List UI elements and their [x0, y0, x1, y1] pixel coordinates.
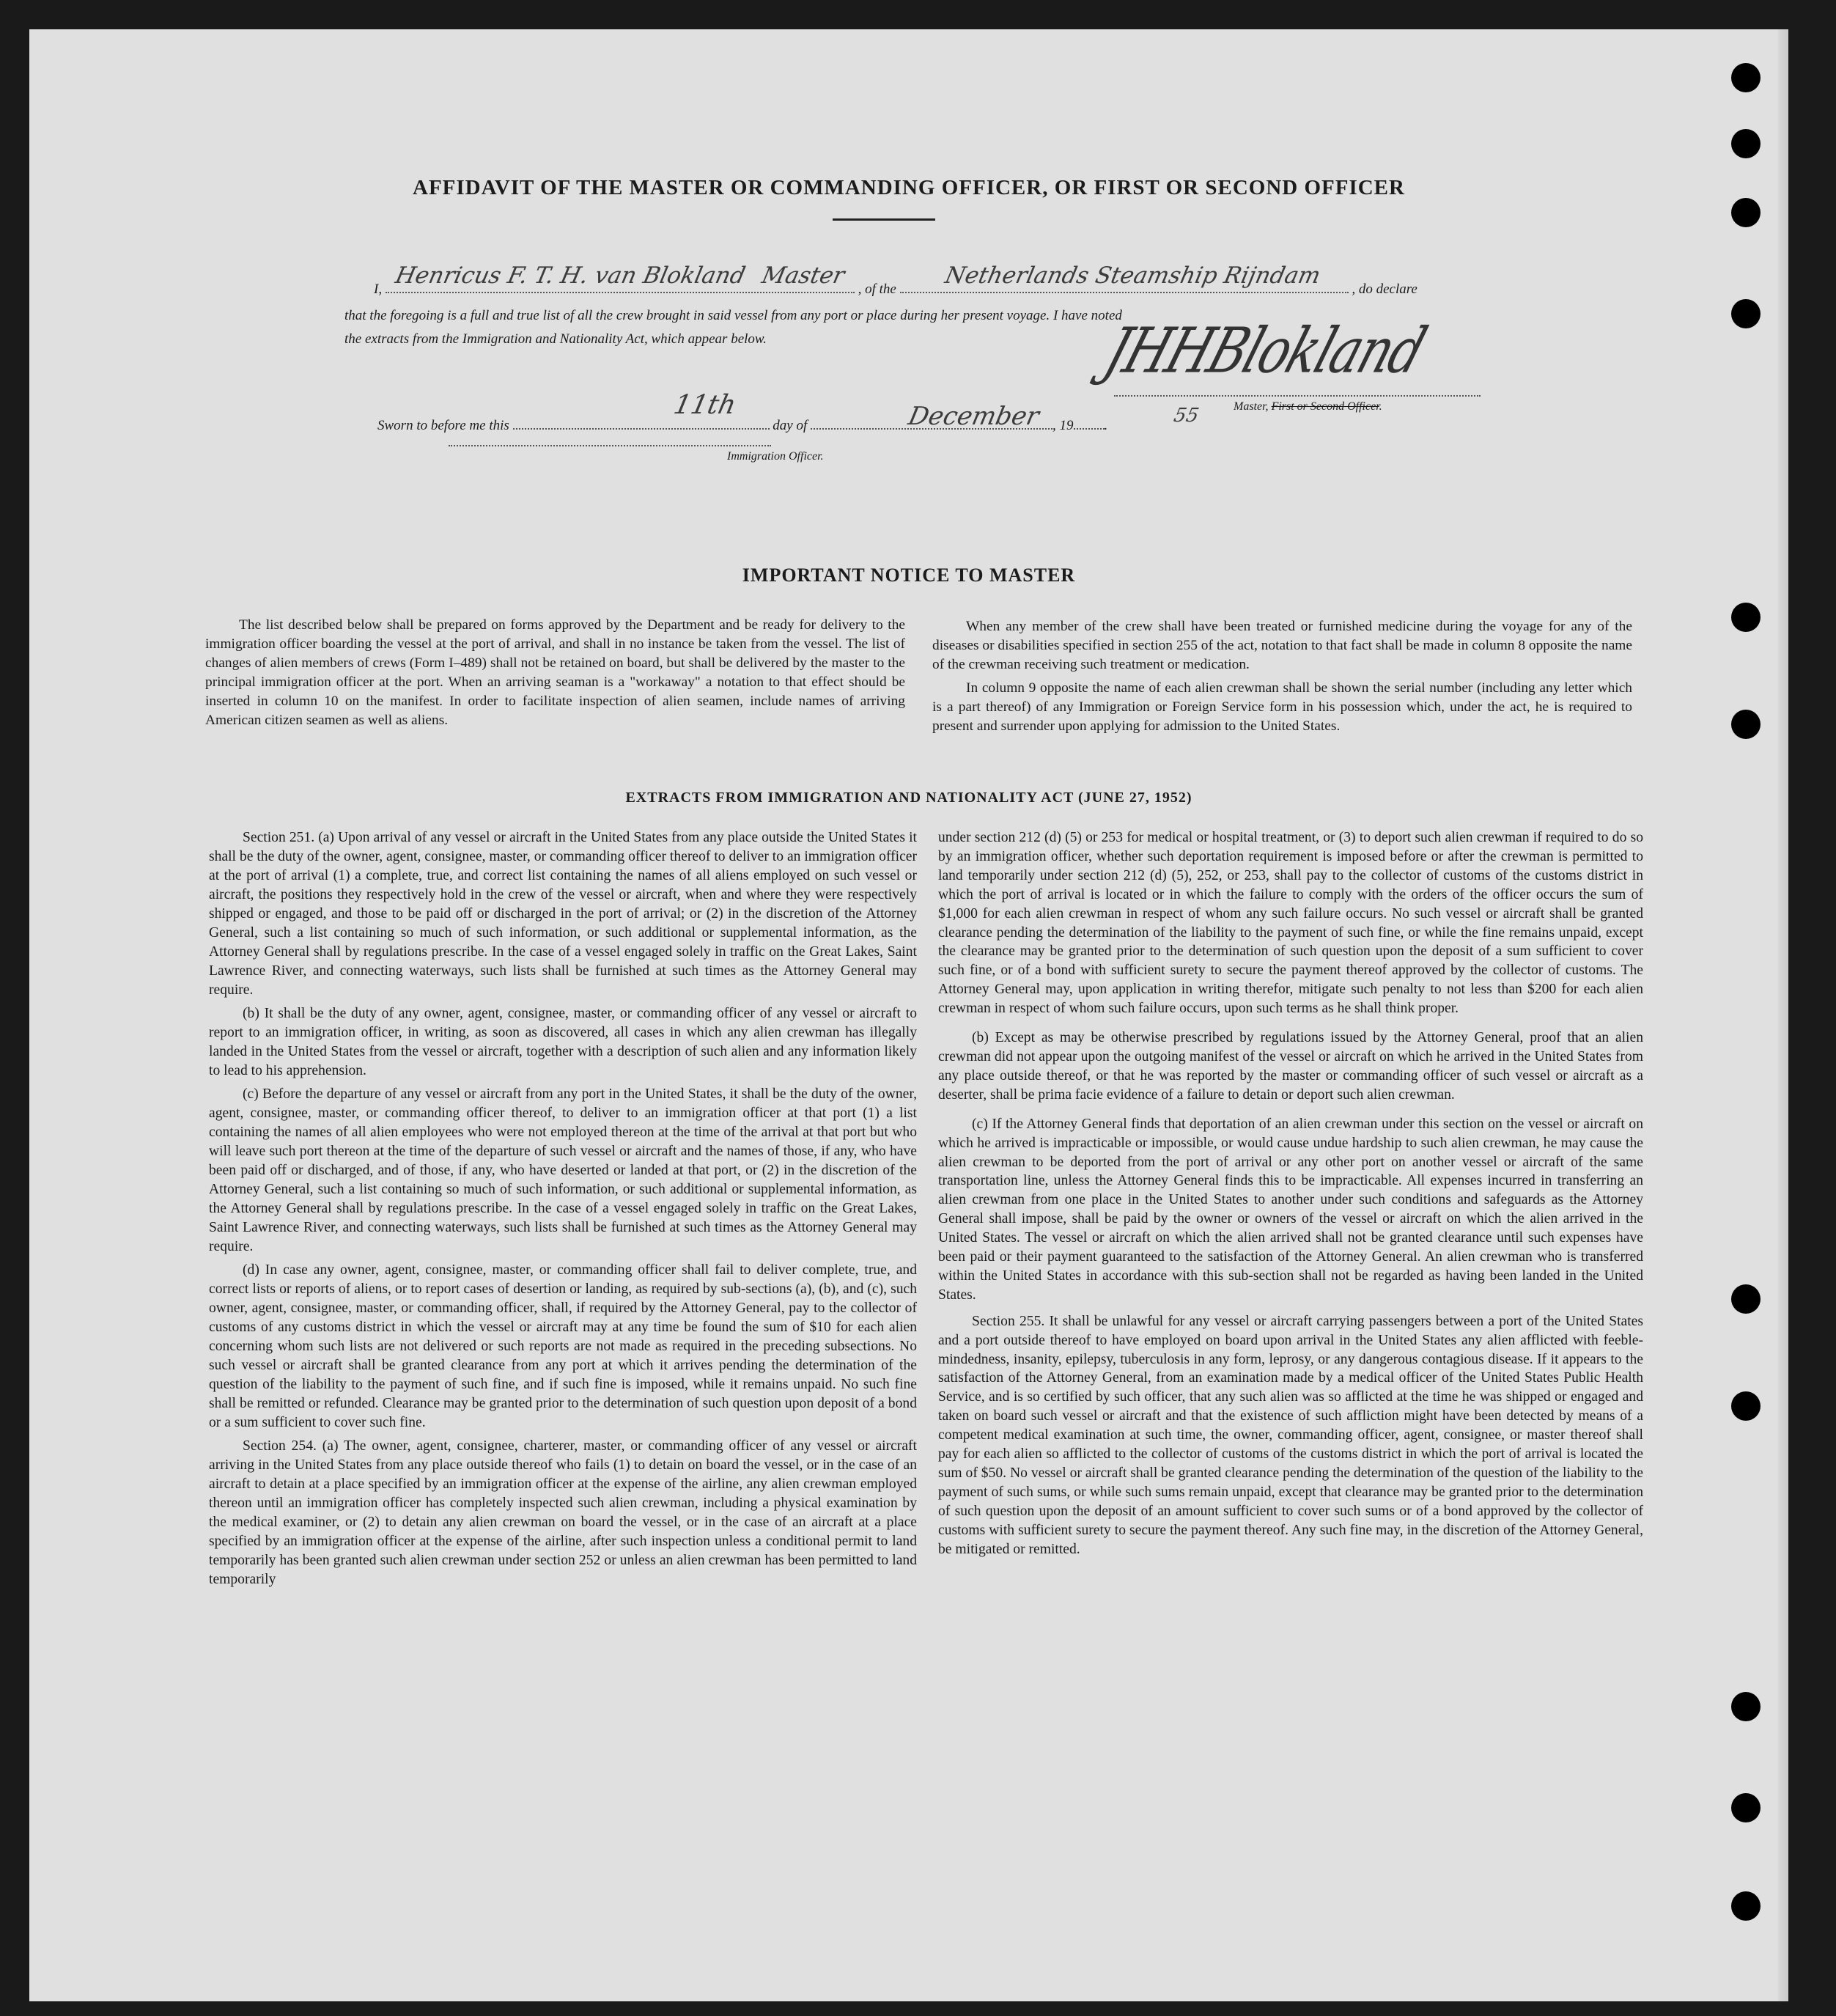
punch-hole	[1731, 129, 1761, 158]
punch-hole	[1731, 1284, 1761, 1314]
title-rule	[833, 218, 935, 221]
do-declare-label: , do declare	[1352, 282, 1417, 297]
notice-right-column	[932, 617, 1632, 736]
master-signature: JHHBlokland	[1096, 315, 1434, 388]
signature-blank	[1114, 394, 1481, 397]
statute-paragraph: under section 212 (d) (5) or 253 for medical or hospital treatment, or (3) to deport such alien crewman if required to do so by an immigration officer, whether such deportation requirement is imposed before or after the crewman is permitted to land temporarily under section 212 (d) (5), 252, or 253, shall pay to the collector of customs of the customs district in which the port of arrival is located or in which the failure to comply with the orders of the officer occurs the sum of $1,000 for each alien crewman in respect of whom any such failure occurs. No such vessel or aircraft shall be granted clearance pending the determination of the liability to the payment of such fine, or while the fine remains unpaid, except the clearance may be granted prior to the determination of such question upon the deposit of a sum sufficient to cover such fine, or of a bond with sufficient surety to secure the payment thereof approved by the collector of customs. The Attorney General may, upon application in writing therefor, mitigate such penalty to not less than $200 for each alien crewman in respect of whom such failure occurs, upon such terms as he shall think proper.	[938, 830, 1643, 1017]
extracts-title: EXTRACTS FROM IMMIGRATION AND NATIONALITY ACT (JUNE 27, 1952)	[625, 790, 1192, 806]
of-the-label: , of the	[858, 282, 896, 297]
statute-paragraph: (d) In case any owner, agent, consignee, master, or commanding officer shall fail to deliver complete, true, and correct lists or reports of aliens, or to report cases of desertion or landing, as required by sub-sections (a), (b), and (c), such owner, agent, consignee, master, or commanding officer, shall, if required by the Attorney General, pay to the collector of customs of any customs district in which the vessel or aircraft may at any time be found the sum of $10 for each alien concerning whom such lists are not delivered or such reports are not made as required in the preceding subsections. No such vessel or aircraft shall be granted clearance from any port at which it arrives pending the determination of the question of the liability to the payment of such fine, and if such fine is imposed, while it remains unpaid. No such fine shall be remitted or refunded. Clearance may be granted prior to the determination of such question upon deposit of a bond or a sum sufficient to cover such fine.	[209, 1262, 917, 1430]
year-blank	[1074, 427, 1105, 430]
punch-hole	[1731, 299, 1761, 328]
statute-paragraph: (b) It shall be the duty of any owner, agent, consignee, master, or commanding officer of any vessel or aircraft to report to an immigration officer, in writing, as soon as discovered, all cases in which any alien crewman has illegally landed in the United States from the vessel or aircraft, together with a description of such alien and any information likely to lead to his apprehension.	[209, 1006, 917, 1078]
notice-paragraph: In column 9 opposite the name of each alien crewman shall be shown the serial number (including any letter which is a part thereof) of any Immigration or Foreign Service form in his possession which, under the act, he is required to present and surrender upon applying for admission to the United States.	[932, 680, 1632, 734]
extracts-right-column	[938, 828, 1643, 1559]
day-blank	[513, 427, 770, 430]
day-handwritten: 11th	[671, 390, 739, 420]
struck-officer-label: First or Second Officer	[1271, 400, 1379, 413]
notice-paragraph: The list described below shall be prepared on forms approved by the Department and be ready for delivery to the immigration officer boarding the vessel at the port of arrival, and shall in no instance be taken from the vessel. The list of changes of alien members of crews (Form I–489) shall not be retained on board, but shall be delivered by the master to the principal immigration officer at the port. When an arriving seaman is a "workaway" a notation to that effect should be inserted in column 10 on the manifest. In order to facilitate inspection of alien seamen, include names of arriving American citizen seamen as well as aliens.	[205, 617, 905, 728]
sworn-line: Sworn to before me this day of , 19 .	[377, 418, 1108, 433]
officer-signature-blank	[449, 444, 771, 446]
vessel-handwritten: Netherlands Steamship Rijndam	[943, 262, 1323, 289]
punch-hole	[1731, 198, 1761, 227]
signature-label: Master, First or Second Officer.	[1234, 400, 1382, 413]
i-prefix: I,	[374, 282, 383, 297]
month-handwritten: December	[905, 402, 1042, 431]
punch-hole	[1731, 63, 1761, 92]
page-edge	[1778, 29, 1788, 2001]
day-of-label: day of	[773, 418, 808, 433]
punch-hole	[1731, 1391, 1761, 1421]
notice-paragraph: When any member of the crew shall have been treated or furnished medicine during the voyage for any of the diseases or disabilities specified in section 255 of the act, notation to that fact shall be made in column 8 opposite the name of the crewman receiving such treatment or medication.	[932, 619, 1632, 672]
vessel-blank	[900, 291, 1349, 293]
statute-paragraph: (c) Before the departure of any vessel or aircraft from any port in the United States, it shall be the duty of the owner, agent, consignee, master, or commanding officer thereof, to deliver to an immigration officer at that port (1) a list containing the names of all alien employees who were not employed thereon at the time of the arrival at that port but who will leave such port thereon at the time of the departure of such vessel or aircraft and the names of those, if any, who have been paid off or discharged, and of those, if any, who have deserted or landed at that port, or (2) in the discretion of the Attorney General, such a list containing so much of such information, or such additional or supplemental information, as the Attorney General shall by regulations prescribe. In the case of a vessel engaged solely in traffic on the Great Lakes, Saint Lawrence River, and connecting waterways, such lists shall be furnished at such times as the Attorney General may require.	[209, 1086, 917, 1254]
year-prefix: , 19	[1052, 418, 1074, 433]
master-name-handwritten: Henricus F. T. H. van Blokland	[393, 262, 748, 289]
statute-paragraph: Section 254. (a) The owner, agent, consignee, charterer, master, or commanding officer of any vessel or aircraft arriving in the United States from any place outside thereof who fails (1) to detain on board the vessel, or in the case of an aircraft to detain at a place specified by an immigration officer at the expense of the airline, any alien crewman employed thereon until an immigration officer has completely inspected such alien crewman, including a physical examination by the medical examiner, or (2) to detain any alien crewman on board the vessel, or in the case of an aircraft at a place specified by an immigration officer at the expense of the airline, after such inspection unless a conditional permit to land temporarily has been granted such alien crewman under section 252 or unless an alien crewman has been permitted to land temporarily	[209, 1438, 917, 1587]
affidavit-title: AFFIDAVIT OF THE MASTER OR COMMANDING OFFICER, OR FIRST OR SECOND OFFICER	[413, 176, 1405, 199]
statute-paragraph: (b) Except as may be otherwise prescribed by regulations issued by the Attorney General, proof that an alien crewman did not appear upon the outgoing manifest of the vessel or aircraft on which he arrived in the United States from any place outside thereof, or that he was reported by the master or commanding officer of such vessel or aircraft as a deserter, shall be prima facie evidence of a failure to detain or deport such alien crewman.	[938, 1030, 1643, 1103]
punch-hole	[1731, 1692, 1761, 1721]
notice-left-column	[205, 616, 905, 730]
statute-paragraph: Section 255. It shall be unlawful for any vessel or aircraft carrying passengers between a port of the United States and a port outside thereof to have employed on board upon arrival in the United States any alien afflicted with feeble-mindedness, insanity, epilepsy, tuberculosis in any form, leprosy, or any dangerous contagious disease. If it appears to the satisfaction of the Attorney General, from an examination made by a medical officer of the United States Public Health Service, and is so certified by such officer, that any such alien was so afflicted at the time he was shipped or engaged and taken on board such vessel or aircraft and that the existence of such affliction might have been detected by means of a competent medical examination at such time, the owner, commanding officer, agent, consignee, or master thereof shall pay for each alien so afflicted to the collector of customs of the customs district in which the port of arrival is located the sum of $50. No vessel or aircraft shall be granted clearance pending the determination of the question of the liability to the payment of such sums, or while such sums remain unpaid, except that clearance may be granted prior to the determination of such question upon the deposit of an amount sufficient to cover such sums or of a bond approved by the collector of customs with sufficient surety to secure the payment thereof. Any such fine may, in the discretion of the Attorney General, be mitigated or remitted.	[938, 1313, 1643, 1557]
statute-paragraph: (c) If the Attorney General finds that deportation of an alien crewman under this section on the vessel or aircraft on which he arrived is impracticable or impossible, or would cause undue hardship to such alien crewman, he may cause the alien crewman to be deported from the port of arrival or any other port on another vessel or aircraft of the same transportation line, unless the Attorney General finds this to be impracticable. All expenses incurred in transferring an alien crewman from one place in the United States to another under such conditions and safeguards as the Attorney General shall impose, shall be paid by the owner or owners of the vessel or aircraft on which the alien arrived in the United States. The vessel or aircraft on which the alien arrived shall not be granted clearance until such expenses have been paid or their payment guaranteed to the satisfaction of the Attorney General. An alien crewman who is transferred within the United States in accordance with this sub-section shall not be regarded as having been landed in the United States.	[938, 1116, 1643, 1303]
year-handwritten: 55	[1171, 405, 1201, 427]
immigration-officer-label: Immigration Officer.	[727, 450, 824, 463]
statute-paragraph: Section 251. (a) Upon arrival of any vessel or aircraft in the United States from any place outside the United States it shall be the duty of the owner, agent, consignee, master, or commanding officer thereof to deliver to an immigration officer at the port of arrival (1) a complete, true, and correct list containing the names of all aliens employed on such vessel or aircraft, the positions they respectively hold in the crew of the vessel or aircraft, when and where they were respectively shipped or engaged, and those to be paid off or discharged in the port of arrival; or (2) in the discretion of the Attorney General, such a list containing so much of such information, or such additional or supplemental information, as the Attorney General shall by regulations prescribe. In the case of a vessel engaged solely in traffic on the Great Lakes, Saint Lawrence River, and connecting waterways, such lists shall be furnished at such times as the Attorney General may require.	[209, 830, 917, 998]
name-blank	[386, 291, 855, 293]
notice-title: IMPORTANT NOTICE TO MASTER	[742, 564, 1076, 586]
rank-handwritten: Master	[759, 262, 847, 289]
extracts-left-column	[209, 828, 917, 1589]
declaration-line-3: the extracts from the Immigration and Nationality Act, which appear below.	[344, 331, 767, 347]
document-page	[29, 29, 1788, 2001]
punch-hole	[1731, 1793, 1761, 1822]
sworn-prefix: Sworn to before me this	[377, 418, 509, 433]
punch-hole	[1731, 710, 1761, 739]
declaration-line-2: that the foregoing is a full and true list of all the crew brought in said vessel from any port or place during her present voyage. I have noted	[344, 308, 1122, 323]
punch-hole	[1731, 1891, 1761, 1921]
punch-hole	[1731, 603, 1761, 632]
